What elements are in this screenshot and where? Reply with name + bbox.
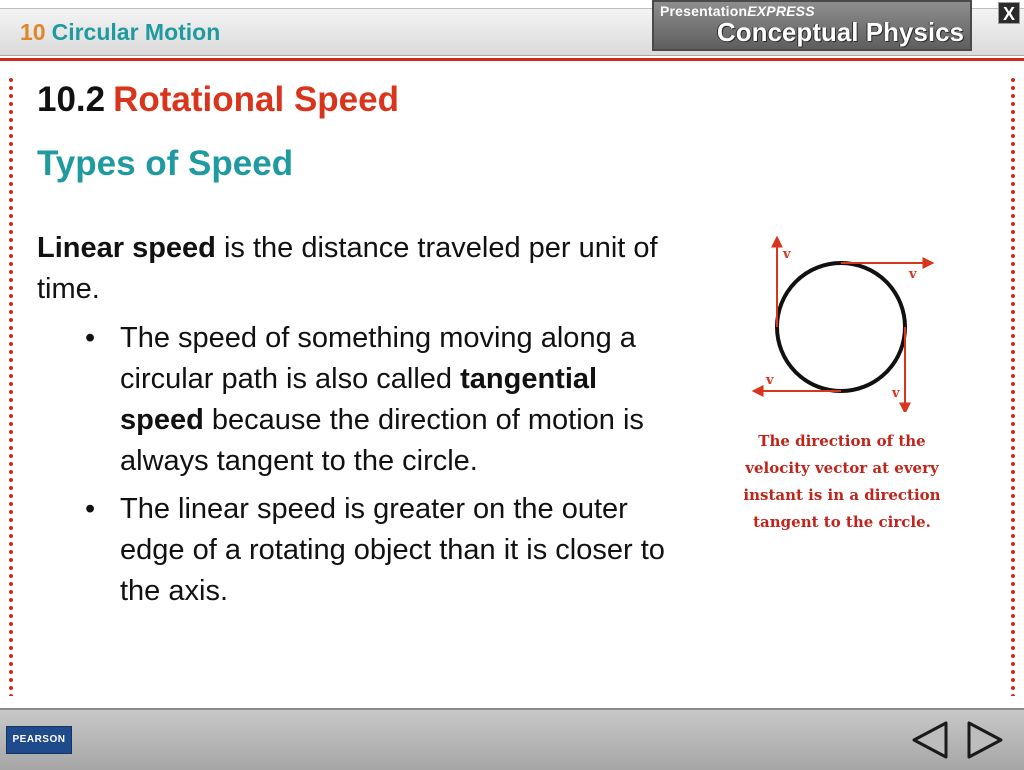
chapter-title xyxy=(20,19,220,46)
header-divider xyxy=(0,58,1024,61)
figure-caption: The direction of the velocity vector at every instant is in a direction tangent to the circle. xyxy=(743,432,941,531)
vector-label-bottom: v xyxy=(766,373,774,388)
section-heading xyxy=(37,80,399,120)
circular-path xyxy=(777,263,905,391)
key-term: tangential speed xyxy=(120,363,598,436)
intro-paragraph xyxy=(37,228,687,310)
intro-text: is the distance traveled per unit of time. xyxy=(37,232,658,305)
bullet-item: • The linear speed is greater on the outer edge of a rotating object than it is closer to the axis. xyxy=(85,489,685,612)
pearson-logo: PEARSON xyxy=(6,726,72,754)
right-dotted-border xyxy=(1011,76,1015,696)
slide-header xyxy=(0,0,1024,62)
close-button[interactable]: X xyxy=(998,2,1020,24)
vector-label-top: v xyxy=(909,267,917,282)
bullet-list xyxy=(85,318,685,619)
intro-term: Linear speed xyxy=(37,232,216,264)
slide-footer xyxy=(0,708,1024,770)
bullet-marker: • xyxy=(85,493,96,525)
brand-name: Conceptual Physics xyxy=(716,17,964,47)
bullet-marker: • xyxy=(85,322,96,354)
vector-label-left: v xyxy=(783,247,791,262)
section-number: 10.2 xyxy=(37,80,106,119)
chapter-name: Circular Motion xyxy=(51,19,221,45)
brand-tagline: PresentationEXPRESS xyxy=(660,3,815,19)
previous-slide-button[interactable] xyxy=(911,720,949,760)
bullet-item: • The speed of something moving along a circular path is also called tangential speed because the direction of motion is always tangent to the circle. xyxy=(85,318,685,482)
brand-logo xyxy=(652,0,972,51)
tangential-velocity-diagram xyxy=(736,232,950,412)
slide-subtitle: Types of Speed xyxy=(37,144,294,183)
left-dotted-border xyxy=(9,76,13,696)
section-title: Rotational Speed xyxy=(113,80,399,119)
left-arrow-icon xyxy=(914,723,946,757)
next-slide-button[interactable] xyxy=(966,720,1004,760)
chapter-number: 10 xyxy=(20,19,46,45)
vector-label-right: v xyxy=(892,386,900,401)
right-arrow-icon xyxy=(969,723,1001,757)
